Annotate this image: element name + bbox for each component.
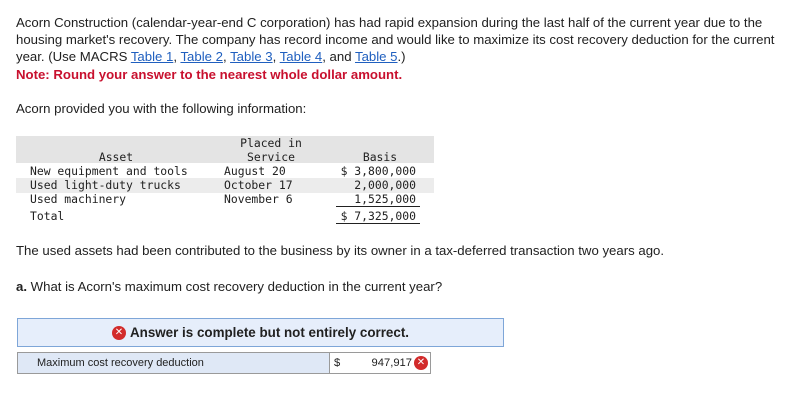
header-asset: Asset [98,150,134,164]
provided-info-text: Acorn provided you with the following information: [16,101,307,116]
question-a [16,278,442,295]
rounding-note: Note: Round your answer to the nearest whole dollar amount. [16,67,403,82]
x-incorrect-icon: ✕ [112,326,126,340]
link-table-3[interactable]: Table 3 [230,49,273,64]
link-table-1[interactable]: Table 1 [130,49,174,64]
answer-currency: $ [334,357,341,369]
x-incorrect-icon: ✕ [414,356,428,370]
answer-status-banner [17,318,504,347]
asset-table [16,136,434,226]
row-1-date: August 20 [224,164,286,178]
question-label: a. [16,279,27,294]
answer-label: Maximum cost recovery deduction [18,353,330,373]
row-1-basis: $ 3,800,000 [340,164,416,178]
row-1-asset: New equipment and tools [30,164,188,178]
used-assets-text: The used assets had been contributed to the business by its owner in a tax-deferred transaction two years ago. [16,243,665,258]
problem-intro: Acorn Construction (calendar-year-end C corporation) has had rapid expansion during the last half of the current year due to the housing market's recovery. The company has record income and would like to maximize its cost recovery deduction for the current year. (Use MACRS Table 1, Table 2, Table 3, Table 4, and Table 5.) [16,15,775,64]
row-2-asset: Used light-duty trucks [30,178,181,192]
row-2-basis: 2,000,000 [354,178,416,192]
total-label: Total [30,209,65,223]
row-3-date: November 6 [224,192,293,206]
row-3-asset: Used machinery [30,192,127,206]
answer-row [17,352,431,374]
intro-text: Acorn Construction (calendar-year-end C corporation) has had rapid expansion during the last half of the current year due to the housing market's recovery. The company has record income and would like to maximize its cost recovery deduction for the current year. (Use MACRS [16,15,775,64]
header-basis: Basis [362,150,398,164]
total-underline [336,223,420,224]
link-table-2[interactable]: Table 2 [180,49,223,64]
question-text: What is Acorn's maximum cost recovery deduction in the current year? [27,279,443,294]
header-placed-in-service: Placed in Service [240,136,302,164]
answer-status-text: Answer is complete but not entirely correct. [129,325,410,340]
link-table-4[interactable]: Table 4 [279,49,323,64]
row-3-basis: 1,525,000 [354,192,416,206]
total-basis: $ 7,325,000 [340,209,416,223]
row-2-date: October 17 [224,178,293,192]
link-table-5[interactable]: Table 5 [354,49,398,64]
subtotal-underline [336,206,420,207]
answer-input[interactable]: 947,917 [371,357,412,369]
